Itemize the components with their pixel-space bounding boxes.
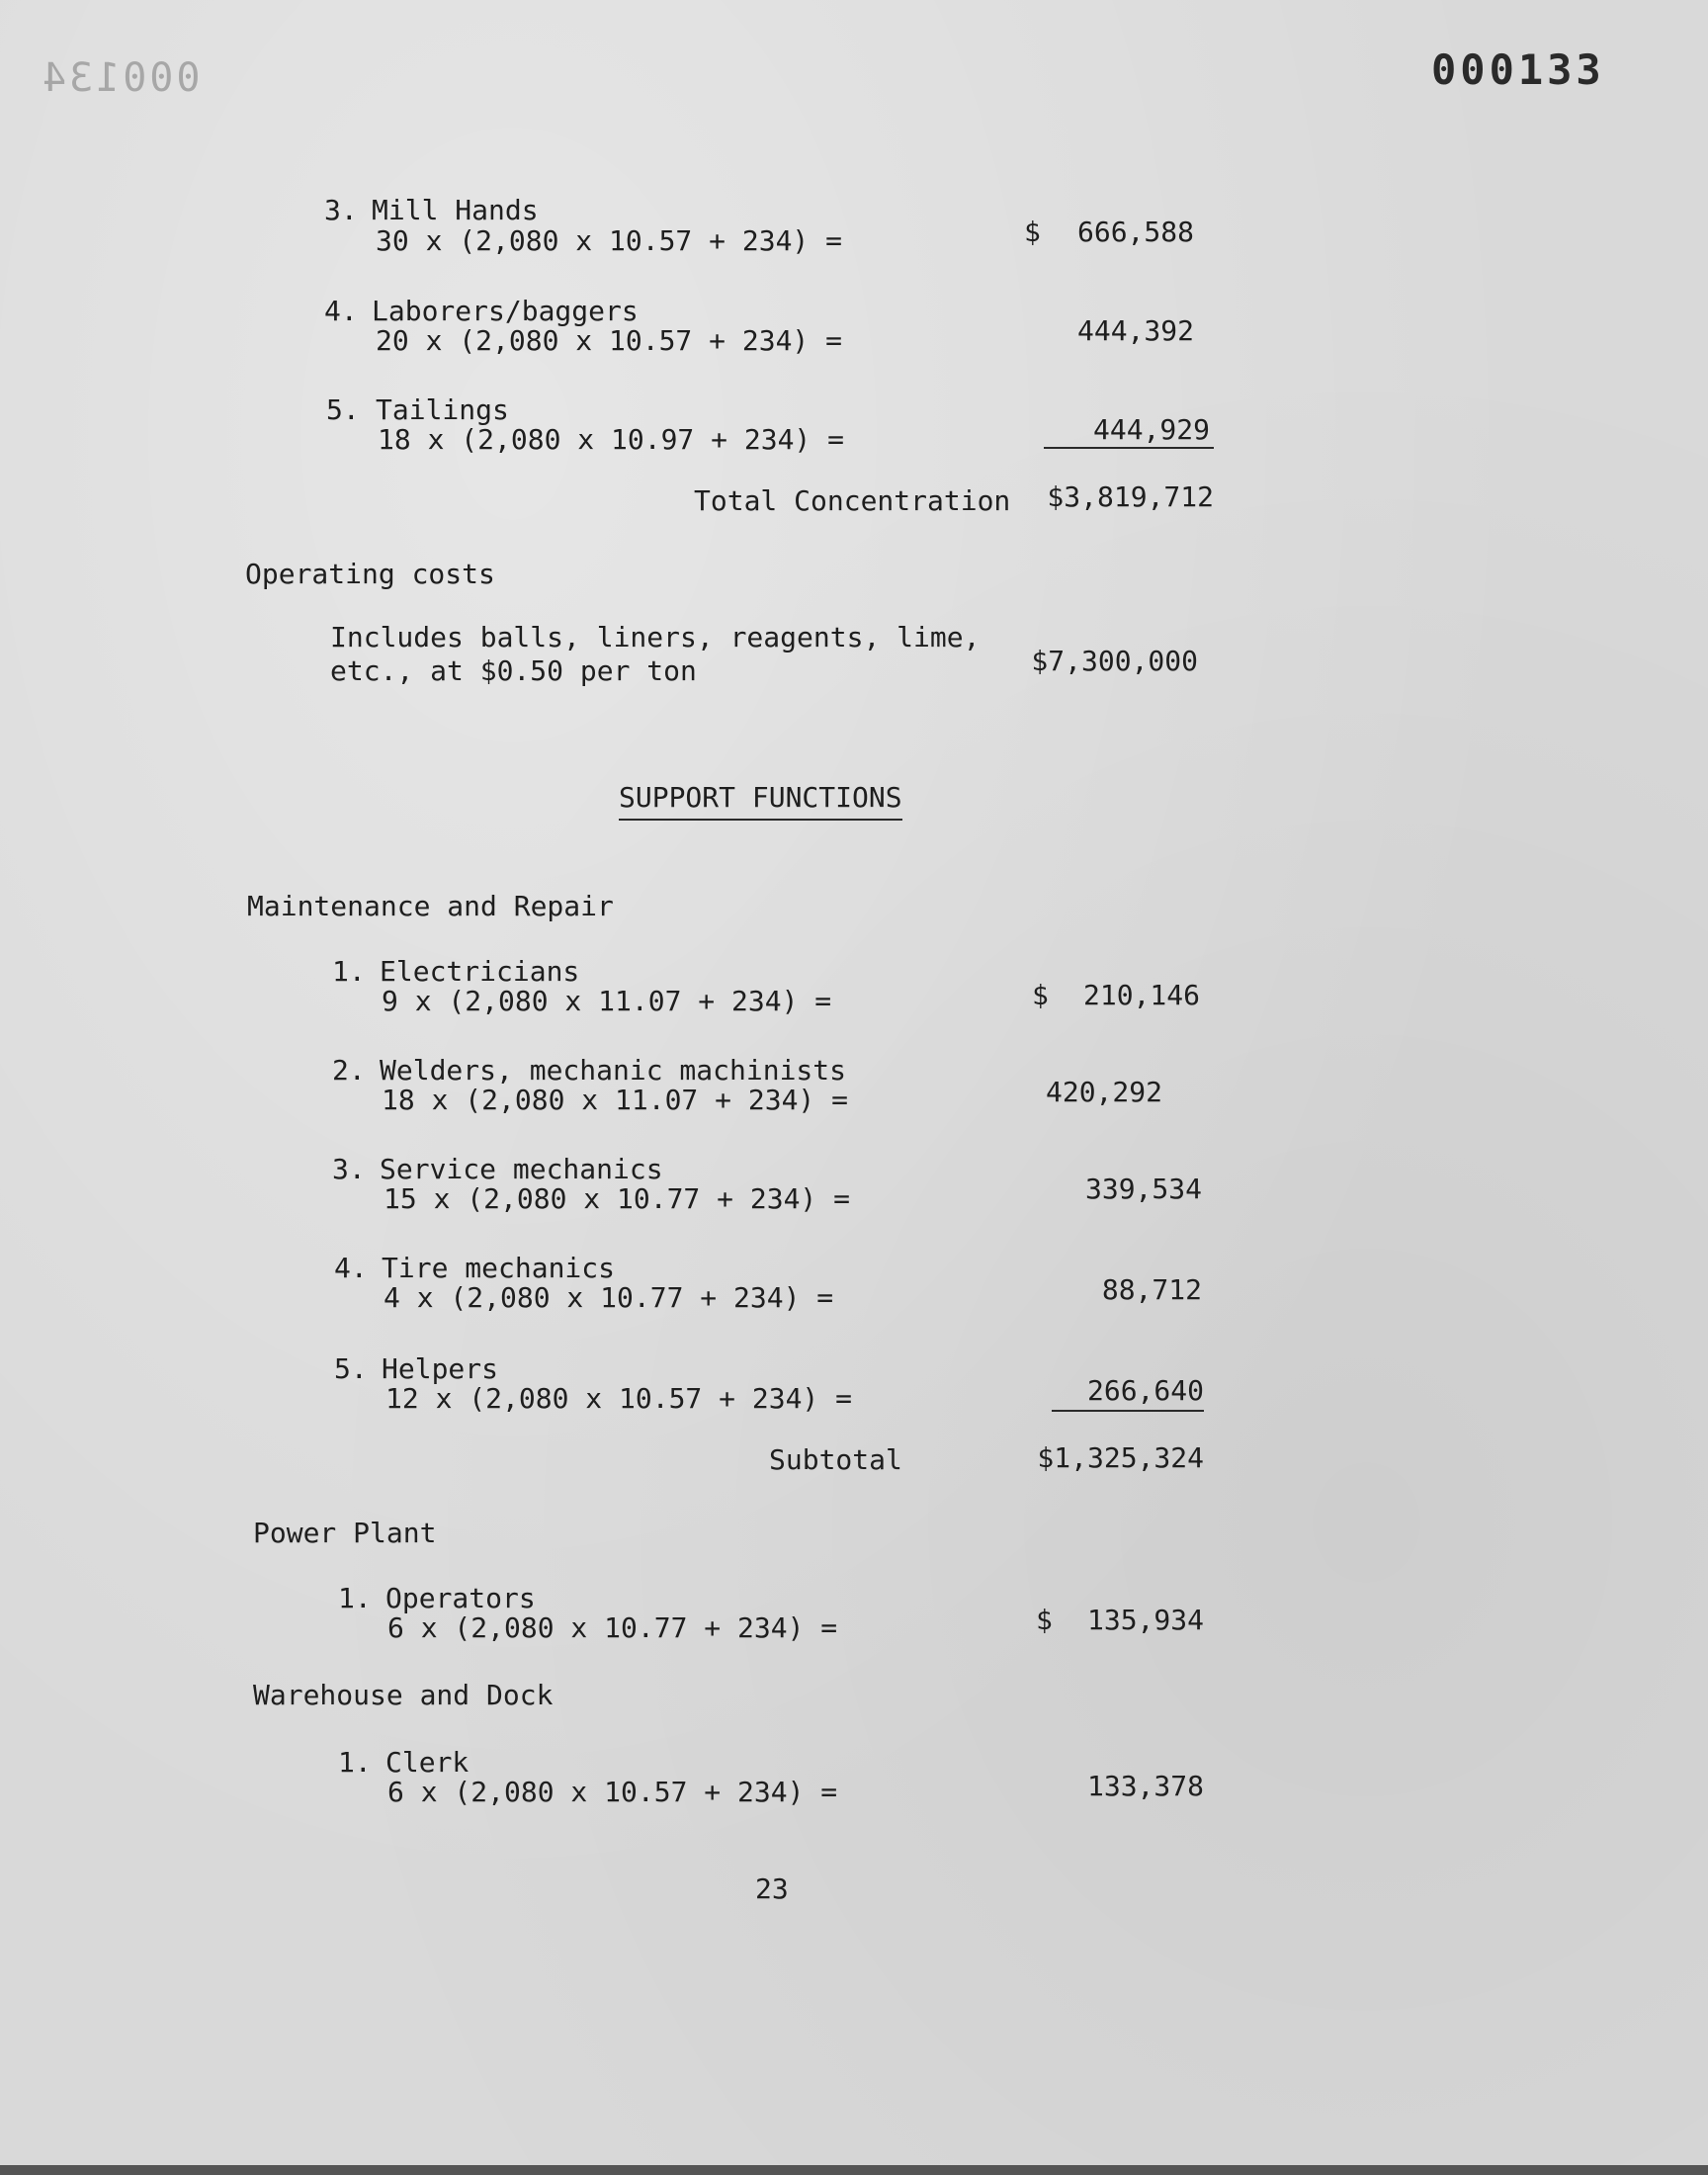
total-label: Total Concentration — [694, 484, 1011, 517]
item-amount: 339,534 — [1084, 1173, 1202, 1205]
item-title: Service mechanics — [380, 1153, 663, 1185]
item-formula: 6 x (2,080 x 10.57 + 234) = — [387, 1776, 838, 1808]
section-heading: Operating costs — [245, 558, 495, 590]
dollar-sign: $ — [1032, 979, 1049, 1011]
item-amount: 444,929 — [1092, 413, 1210, 446]
item-number: 5. — [334, 1352, 368, 1385]
operating-costs-line: etc., at $0.50 per ton — [330, 654, 697, 687]
item-amount: 133,378 — [1086, 1770, 1204, 1802]
item-amount: 135,934 — [1086, 1604, 1204, 1636]
item-title: Clerk — [385, 1746, 470, 1779]
item-number: 2. — [332, 1054, 366, 1087]
item-amount: 88,712 — [1101, 1273, 1202, 1306]
item-formula: 9 x (2,080 x 11.07 + 234) = — [382, 985, 832, 1017]
item-title: Helpers — [382, 1352, 499, 1385]
item-title: Operators — [385, 1582, 536, 1614]
dollar-sign: $ — [1036, 1604, 1053, 1636]
support-functions-heading: SUPPORT FUNCTIONS — [619, 781, 902, 821]
item-formula: 4 x (2,080 x 10.77 + 234) = — [384, 1281, 834, 1314]
section-heading: Power Plant — [253, 1517, 437, 1549]
item-number: 4. — [334, 1252, 368, 1284]
total-amount: $3,819,712 — [1047, 480, 1214, 513]
bleed-through-number: 000134 — [40, 55, 201, 101]
item-formula: 18 x (2,080 x 11.07 + 234) = — [382, 1084, 849, 1116]
item-title: Mill Hands — [372, 194, 539, 226]
item-title: Tailings — [376, 393, 509, 426]
operating-costs-line: Includes balls, liners, reagents, lime, — [330, 621, 981, 653]
item-formula: 6 x (2,080 x 10.77 + 234) = — [387, 1611, 838, 1644]
sum-rule — [1052, 1410, 1204, 1412]
item-number: 3. — [324, 194, 358, 226]
item-number: 1. — [332, 955, 366, 988]
item-number: 5. — [326, 393, 360, 426]
section-heading: Maintenance and Repair — [247, 890, 614, 922]
item-amount: 666,588 — [1076, 216, 1194, 248]
item-number: 4. — [324, 295, 358, 327]
item-formula: 30 x (2,080 x 10.57 + 234) = — [376, 224, 843, 257]
document-number: 000133 — [1431, 45, 1605, 94]
item-formula: 15 x (2,080 x 10.77 + 234) = — [384, 1182, 851, 1215]
sum-rule — [1044, 447, 1214, 449]
subtotal-amount: $1,325,324 — [1037, 1441, 1204, 1474]
item-number: 1. — [338, 1582, 372, 1614]
item-formula: 18 x (2,080 x 10.97 + 234) = — [378, 423, 845, 456]
item-formula: 12 x (2,080 x 10.57 + 234) = — [385, 1382, 853, 1415]
item-amount: 420,292 — [1045, 1076, 1162, 1108]
page-number: 23 — [755, 1872, 789, 1905]
subtotal-label: Subtotal — [769, 1443, 902, 1476]
item-amount: 210,146 — [1082, 979, 1200, 1011]
item-formula: 20 x (2,080 x 10.57 + 234) = — [376, 324, 843, 357]
item-title: Welders, mechanic machinists — [380, 1054, 847, 1087]
section-heading: Warehouse and Dock — [253, 1679, 554, 1711]
operating-costs-amount: $7,300,000 — [1031, 645, 1198, 677]
item-amount: 444,392 — [1076, 314, 1194, 347]
item-amount: 266,640 — [1086, 1374, 1204, 1407]
item-title: Electricians — [380, 955, 580, 988]
item-number: 3. — [332, 1153, 366, 1185]
item-title: Laborers/baggers — [372, 295, 639, 327]
item-number: 1. — [338, 1746, 372, 1779]
dollar-sign: $ — [1024, 216, 1041, 248]
scan-edge — [0, 2165, 1708, 2175]
item-title: Tire mechanics — [382, 1252, 616, 1284]
